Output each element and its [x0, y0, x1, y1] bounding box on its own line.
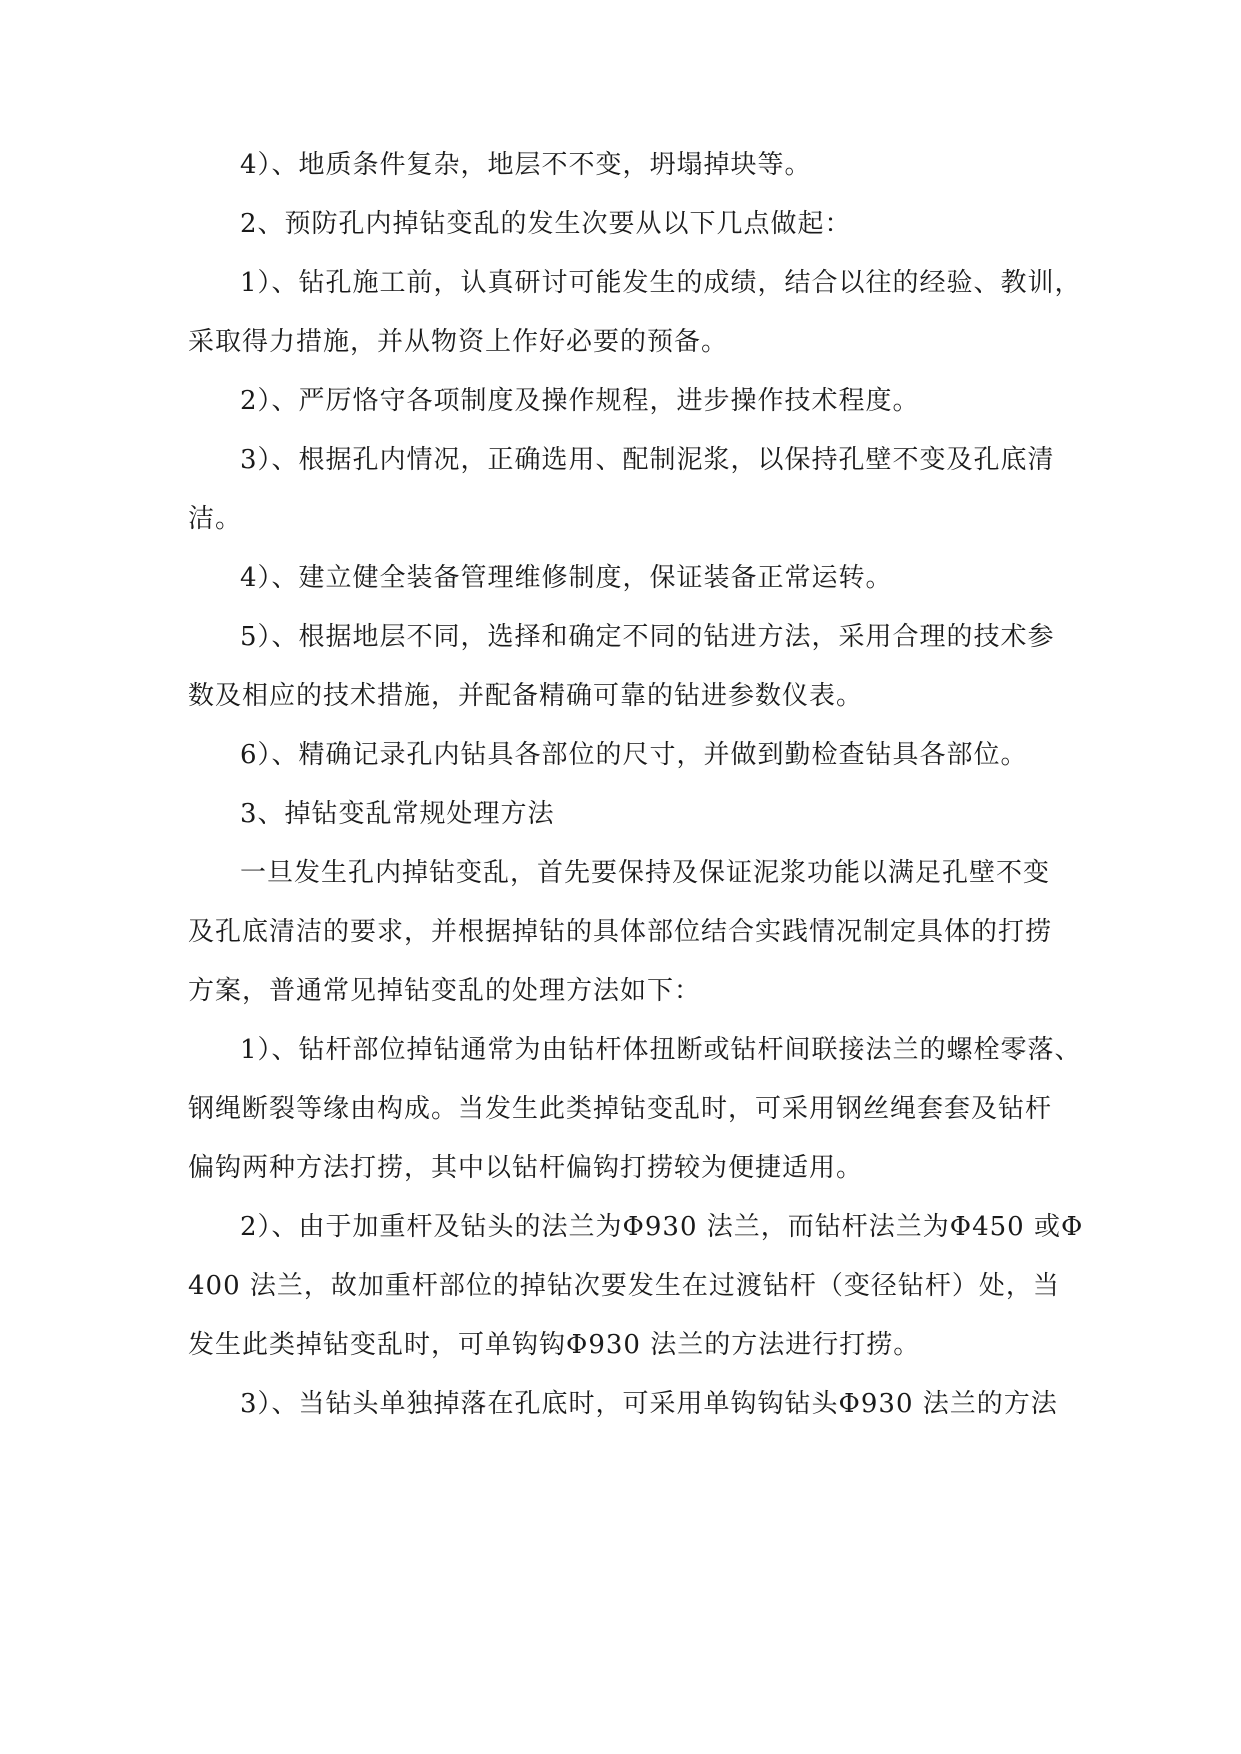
section-heading: 3、掉钻变乱常规处理方法 — [240, 799, 555, 829]
paragraph-line: 400 法兰，故加重杆部位的掉钻次要发生在过渡钻杆（变径钻杆）处，当 — [188, 1271, 1060, 1301]
paragraph-line: 6）、精确记录孔内钻具各部位的尺寸，并做到勤检查钻具各部位。 — [240, 740, 1028, 770]
paragraph-line: 2）、由于加重杆及钻头的法兰为Φ930 法兰，而钻杆法兰为Φ450 或Φ — [240, 1212, 1084, 1242]
paragraph-line: 偏钩两种方法打捞，其中以钻杆偏钩打捞较为便捷适用。 — [188, 1153, 864, 1183]
paragraph-line: 发生此类掉钻变乱时，可单钩钩Φ930 法兰的方法进行打捞。 — [188, 1330, 921, 1360]
paragraph-line: 1）、钻孔施工前，认真研讨可能发生的成绩，结合以往的经验、教训， — [240, 268, 1082, 298]
paragraph-line: 3）、当钻头单独掉落在孔底时，可采用单钩钩钻头Φ930 法兰的方法 — [240, 1389, 1058, 1419]
section-heading: 2、预防孔内掉钻变乱的发生次要从以下几点做起： — [240, 209, 852, 239]
paragraph-line: 3）、根据孔内情况，正确选用、配制泥浆，以保持孔壁不变及孔底清 — [240, 445, 1055, 475]
paragraph-line: 1）、钻杆部位掉钻通常为由钻杆体扭断或钻杆间联接法兰的螺栓零落、 — [240, 1035, 1082, 1065]
paragraph-line: 4）、地质条件复杂，地层不不变，坍塌掉块等。 — [240, 150, 812, 180]
paragraph-line: 洁。 — [188, 504, 243, 534]
paragraph-line: 一旦发生孔内掉钻变乱，首先要保持及保证泥浆功能以满足孔壁不变 — [240, 858, 1051, 888]
paragraph-line: 4）、建立健全装备管理维修制度，保证装备正常运转。 — [240, 563, 893, 593]
paragraph-line: 及孔底清洁的要求，并根据掉钻的具体部位结合实践情况制定具体的打捞 — [188, 917, 1053, 947]
paragraph-line: 数及相应的技术措施，并配备精确可靠的钻进参数仪表。 — [188, 681, 864, 711]
paragraph-line: 方案，普通常见掉钻变乱的处理方法如下： — [188, 976, 702, 1006]
paragraph-line: 2）、严厉恪守各项制度及操作规程，进步操作技术程度。 — [240, 386, 920, 416]
paragraph-line: 5）、根据地层不同，选择和确定不同的钻进方法，采用合理的技术参 — [240, 622, 1055, 652]
paragraph-line: 采取得力措施，并从物资上作好必要的预备。 — [188, 327, 729, 357]
paragraph-line: 钢绳断裂等缘由构成。当发生此类掉钻变乱时，可采用钢丝绳套套及钻杆 — [188, 1094, 1053, 1124]
